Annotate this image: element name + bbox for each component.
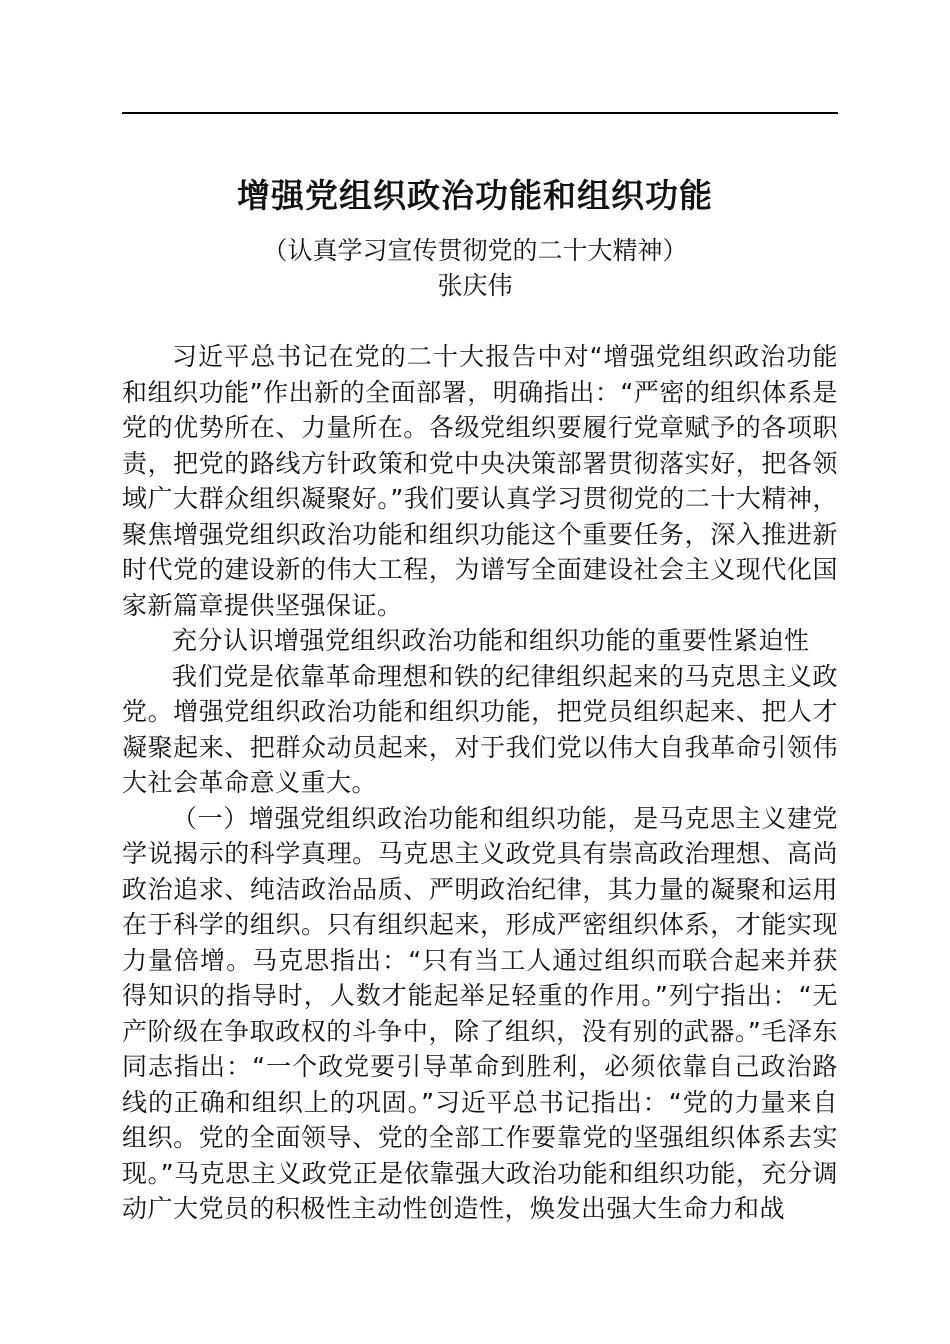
document-title: 增强党组织政治功能和组织功能	[237, 176, 713, 215]
document-body	[122, 339, 838, 1227]
document-author: 张庆伟	[437, 271, 513, 300]
paragraph-point-one: （一）增强党组织政治功能和组织功能，是马克思主义建党学说揭示的科学真理。马克思主义政党具有崇高政治理想、高尚政治追求、纯洁政治品质、严明政治纪律，其力量的凝聚和运用在于科学的组织。只有组织起来，形成严密组织体系，才能实现力量倍增。马克思指出：“只有当工人通过组织而联合起来并获得知识的指导时，人数才能起举足轻重的作用。”列宁指出：“无产阶级在争取政权的斗争中，除了组织，没有别的武器。”毛泽东同志指出：“一个政党要引导革命到胜利，必须依靠自己政治路线的正确和组织上的巩固。”习近平总书记指出：“党的力量来自组织。党的全面领导、党的全部工作要靠党的坚强组织体系去实现。”马克思主义政党正是依靠强大政治功能和组织功能，充分调动广大党员的积极性主动性创造性，焕发出强大生命力和战	[122, 803, 838, 1223]
paragraph-importance: 我们党是依靠革命理想和铁的纪律组织起来的马克思主义政党。增强党组织政治功能和组织功能，把党员组织起来、把人才凝聚起来、把群众动员起来，对于我们党以伟大自我革命引领伟大社会革命意义重大。	[122, 661, 838, 797]
paragraph-intro: 习近平总书记在党的二十大报告中对“增强党组织政治功能和组织功能”作出新的全面部署，明确指出：“严密的组织体系是党的优势所在、力量所在。各级党组织要履行党章赋予的各项职责，把党的路线方针政策和党中央决策部署贯彻落实好，把各领域广大群众组织凝聚好。”我们要认真学习贯彻党的二十大精神，聚焦增强党组织政治功能和组织功能这个重要任务，深入推进新时代党的建设新的伟大工程，为谱写全面建设社会主义现代化国家新篇章提供坚强保证。	[122, 342, 838, 620]
header-rule	[122, 112, 838, 114]
section-heading: 充分认识增强党组织政治功能和组织功能的重要性紧迫性	[172, 626, 810, 655]
document-subtitle: （认真学习宣传贯彻党的二十大精神）	[262, 236, 688, 265]
